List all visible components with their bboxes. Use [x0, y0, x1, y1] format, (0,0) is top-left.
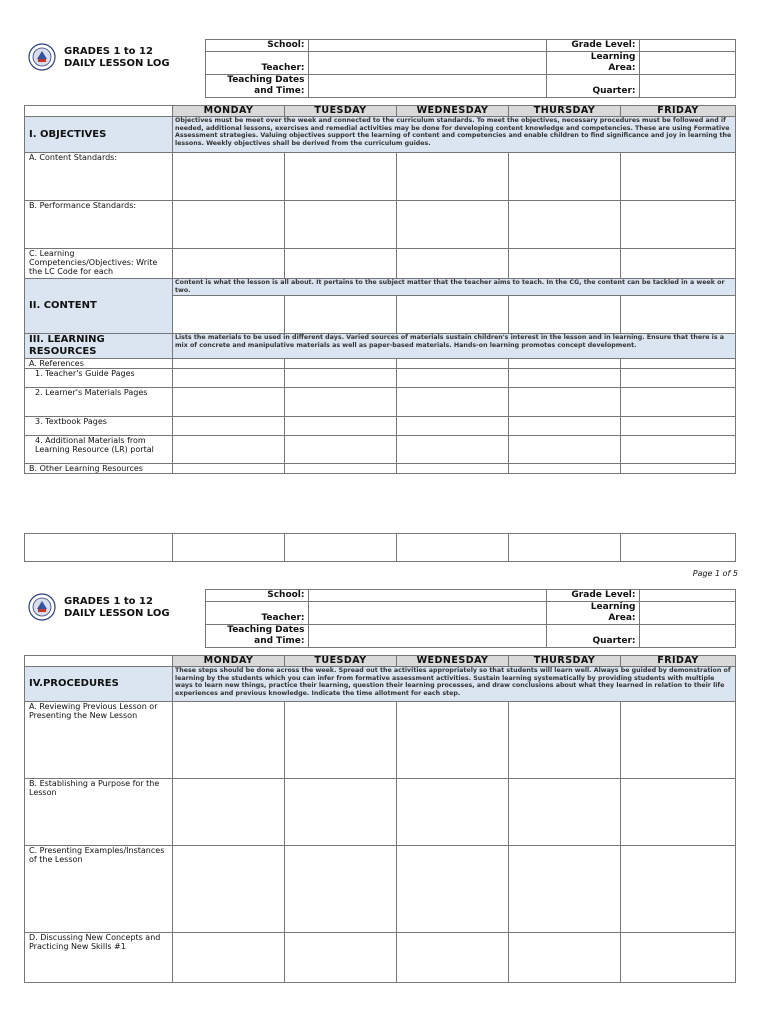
header-table-1 — [24, 39, 736, 98]
cell[interactable] — [621, 846, 736, 933]
teacher-label: Teacher: — [205, 52, 308, 75]
content-note: Content is what the lesson is all about. It pertains to the subject matter that the teacher aims to teach. In the CG, the content can be tackled in a week or two. — [173, 279, 736, 296]
quarter-field[interactable] — [639, 625, 735, 648]
learning-area-field[interactable] — [639, 52, 735, 75]
learning-area-label: Learning Area: — [546, 602, 639, 625]
teacher-field[interactable] — [308, 602, 546, 625]
procedures-note: These steps should be done across the week. Spread out the activities appropriately so that students will learn well. Always be guided by demonstration of learning by the students which you can infer from formative assessment activities. Sustain learning systematically by providing students with multiple ways to learn new things, practice their learning, question their learning processes, and draw conclusions about what they learned in relation to their life experiences and previous knowledge. Indicate the time allotment for each step. — [173, 667, 736, 702]
cell[interactable] — [621, 153, 736, 201]
cell[interactable] — [509, 296, 621, 334]
cell[interactable] — [509, 359, 621, 369]
textbook-label: 3. Textbook Pages — [25, 417, 173, 436]
day-thursday: THURSDAY — [509, 106, 621, 117]
cell[interactable] — [621, 417, 736, 436]
competencies-label: C. Learning Competencies/Objectives: Write the LC Code for each — [25, 249, 173, 279]
cell[interactable] — [173, 702, 285, 779]
grade-level-field[interactable] — [639, 590, 735, 602]
cell[interactable] — [397, 534, 509, 562]
cell[interactable] — [397, 201, 509, 249]
header-table-2 — [24, 589, 736, 648]
quarter-label: Quarter: — [546, 75, 639, 98]
day-wednesday: WEDNESDAY — [397, 106, 509, 117]
cell[interactable] — [173, 249, 285, 279]
cell[interactable] — [285, 779, 397, 846]
day-friday: FRIDAY — [621, 106, 736, 117]
deped-seal-icon — [28, 43, 56, 71]
cell[interactable] — [509, 846, 621, 933]
step-b-label: B. Establishing a Purpose for the Lesson — [25, 779, 173, 846]
cell[interactable] — [509, 702, 621, 779]
teacher-label: Teacher: — [205, 602, 308, 625]
header-title-line2: DAILY LESSON LOG — [64, 57, 170, 69]
cell[interactable] — [397, 417, 509, 436]
cell[interactable] — [621, 702, 736, 779]
cell[interactable] — [509, 933, 621, 983]
teaching-dates-field[interactable] — [308, 625, 546, 648]
header-title-line1: GRADES 1 to 12 — [64, 595, 153, 607]
day-tuesday: TUESDAY — [285, 106, 397, 117]
teacher-field[interactable] — [308, 52, 546, 75]
cell[interactable] — [173, 846, 285, 933]
cell[interactable] — [173, 359, 285, 369]
objectives-note: Objectives must be meet over the week and connected to the curriculum standards. To meet the objectives, necessary procedures must be followed and if needed, additional lessons, exercises and remedial activities may be done for developing content knowledge and competencies. These are using Formative Assessment strategies. Valuing objectives support the learning of content and competencies and enable children to find significance and joy in learning the lessons. Weekly objectives shall be derived from the curriculum guides. — [173, 117, 736, 153]
quarter-field[interactable] — [639, 75, 735, 98]
page-number: Page 1 of 5 — [692, 569, 738, 578]
performance-standards-label: B. Performance Standards: — [25, 201, 173, 249]
cell[interactable] — [285, 201, 397, 249]
cell[interactable] — [173, 464, 285, 474]
teaching-dates-field[interactable] — [308, 75, 546, 98]
day-wednesday: WEDNESDAY — [397, 656, 509, 667]
cell[interactable] — [173, 153, 285, 201]
cell[interactable] — [285, 153, 397, 201]
cell[interactable] — [621, 296, 736, 334]
content-standards-label: A. Content Standards: — [25, 153, 173, 201]
cell[interactable] — [173, 933, 285, 983]
cell[interactable] — [397, 436, 509, 464]
cell[interactable] — [509, 249, 621, 279]
grade-level-label: Grade Level: — [546, 590, 639, 602]
cell[interactable] — [621, 933, 736, 983]
cell[interactable] — [621, 779, 736, 846]
cell[interactable] — [285, 846, 397, 933]
cell[interactable] — [173, 436, 285, 464]
cell[interactable] — [285, 296, 397, 334]
cell[interactable] — [285, 249, 397, 279]
day-monday: MONDAY — [173, 656, 285, 667]
cell[interactable] — [621, 388, 736, 417]
cell[interactable] — [173, 201, 285, 249]
resources-heading: III. LEARNING RESOURCES — [25, 334, 173, 359]
cell[interactable] — [509, 464, 621, 474]
learning-area-field[interactable] — [639, 602, 735, 625]
cell[interactable] — [509, 369, 621, 388]
cell[interactable] — [621, 369, 736, 388]
lesson-grid-1 — [24, 105, 736, 474]
cell[interactable] — [397, 933, 509, 983]
day-thursday: THURSDAY — [509, 656, 621, 667]
cell[interactable] — [509, 153, 621, 201]
day-tuesday: TUESDAY — [285, 656, 397, 667]
cell[interactable] — [285, 359, 397, 369]
header-title-line2: DAILY LESSON LOG — [64, 607, 170, 619]
cell[interactable] — [173, 534, 285, 562]
cell[interactable] — [285, 417, 397, 436]
learners-materials-label: 2. Learner's Materials Pages — [25, 388, 173, 417]
cell[interactable] — [173, 388, 285, 417]
teaching-dates-label: Teaching Dates and Time: — [205, 75, 308, 98]
cell[interactable] — [397, 153, 509, 201]
school-field[interactable] — [308, 40, 546, 52]
cell[interactable] — [173, 369, 285, 388]
cell[interactable] — [397, 779, 509, 846]
deped-seal-icon — [28, 593, 56, 621]
teaching-dates-label: Teaching Dates and Time: — [205, 625, 308, 648]
cell[interactable] — [397, 369, 509, 388]
school-field[interactable] — [308, 590, 546, 602]
resources-note: Lists the materials to be used in different days. Varied sources of materials sustain children's interest in the lesson and in learning. Ensure that there is a mix of concrete and manipulative materials as well as paper-based materials. Hands-on learning promotes concept development. — [173, 334, 736, 359]
cell[interactable] — [621, 249, 736, 279]
cell[interactable] — [285, 369, 397, 388]
content-heading: II. CONTENT — [25, 279, 173, 334]
cell[interactable] — [509, 534, 621, 562]
references-label: A. References — [25, 359, 173, 369]
header-title-cell — [24, 40, 205, 98]
additional-materials-label: 4. Additional Materials from Learning Resource (LR) portal — [25, 436, 173, 464]
school-label: School: — [205, 40, 308, 52]
learning-area-label: Learning Area: — [546, 52, 639, 75]
cell[interactable] — [397, 249, 509, 279]
cell[interactable] — [285, 436, 397, 464]
cell[interactable] — [397, 702, 509, 779]
cell[interactable] — [621, 436, 736, 464]
cell[interactable] — [509, 779, 621, 846]
objectives-heading: I. OBJECTIVES — [25, 117, 173, 153]
cell[interactable] — [509, 436, 621, 464]
continuation-row — [24, 533, 736, 562]
cell[interactable] — [25, 534, 173, 562]
grade-level-label: Grade Level: — [546, 40, 639, 52]
quarter-label: Quarter: — [546, 625, 639, 648]
teachers-guide-label: 1. Teacher's Guide Pages — [25, 369, 173, 388]
cell[interactable] — [285, 388, 397, 417]
cell[interactable] — [285, 933, 397, 983]
grade-level-field[interactable] — [639, 40, 735, 52]
cell[interactable] — [285, 534, 397, 562]
step-c-label: C. Presenting Examples/Instances of the Lesson — [25, 846, 173, 933]
procedures-heading: IV.PROCEDURES — [25, 667, 173, 702]
day-monday: MONDAY — [173, 106, 285, 117]
step-a-label: A. Reviewing Previous Lesson or Presenting the New Lesson — [25, 702, 173, 779]
header-title-line1: GRADES 1 to 12 — [64, 45, 153, 57]
cell[interactable] — [285, 702, 397, 779]
cell[interactable] — [173, 296, 285, 334]
step-d-label: D. Discussing New Concepts and Practicing New Skills #1 — [25, 933, 173, 983]
cell[interactable] — [397, 388, 509, 417]
cell[interactable] — [621, 534, 736, 562]
cell[interactable] — [397, 464, 509, 474]
cell[interactable] — [621, 201, 736, 249]
cell[interactable] — [509, 417, 621, 436]
cell[interactable] — [509, 201, 621, 249]
cell[interactable] — [397, 846, 509, 933]
cell[interactable] — [509, 388, 621, 417]
cell[interactable] — [397, 359, 509, 369]
cell[interactable] — [173, 417, 285, 436]
lesson-grid-2 — [24, 655, 736, 983]
cell[interactable] — [285, 464, 397, 474]
cell[interactable] — [397, 296, 509, 334]
day-friday: FRIDAY — [621, 656, 736, 667]
cell[interactable] — [621, 359, 736, 369]
other-resources-label: B. Other Learning Resources — [25, 464, 173, 474]
cell[interactable] — [173, 779, 285, 846]
school-label: School: — [205, 590, 308, 602]
cell[interactable] — [621, 464, 736, 474]
header-title-cell — [24, 590, 205, 648]
